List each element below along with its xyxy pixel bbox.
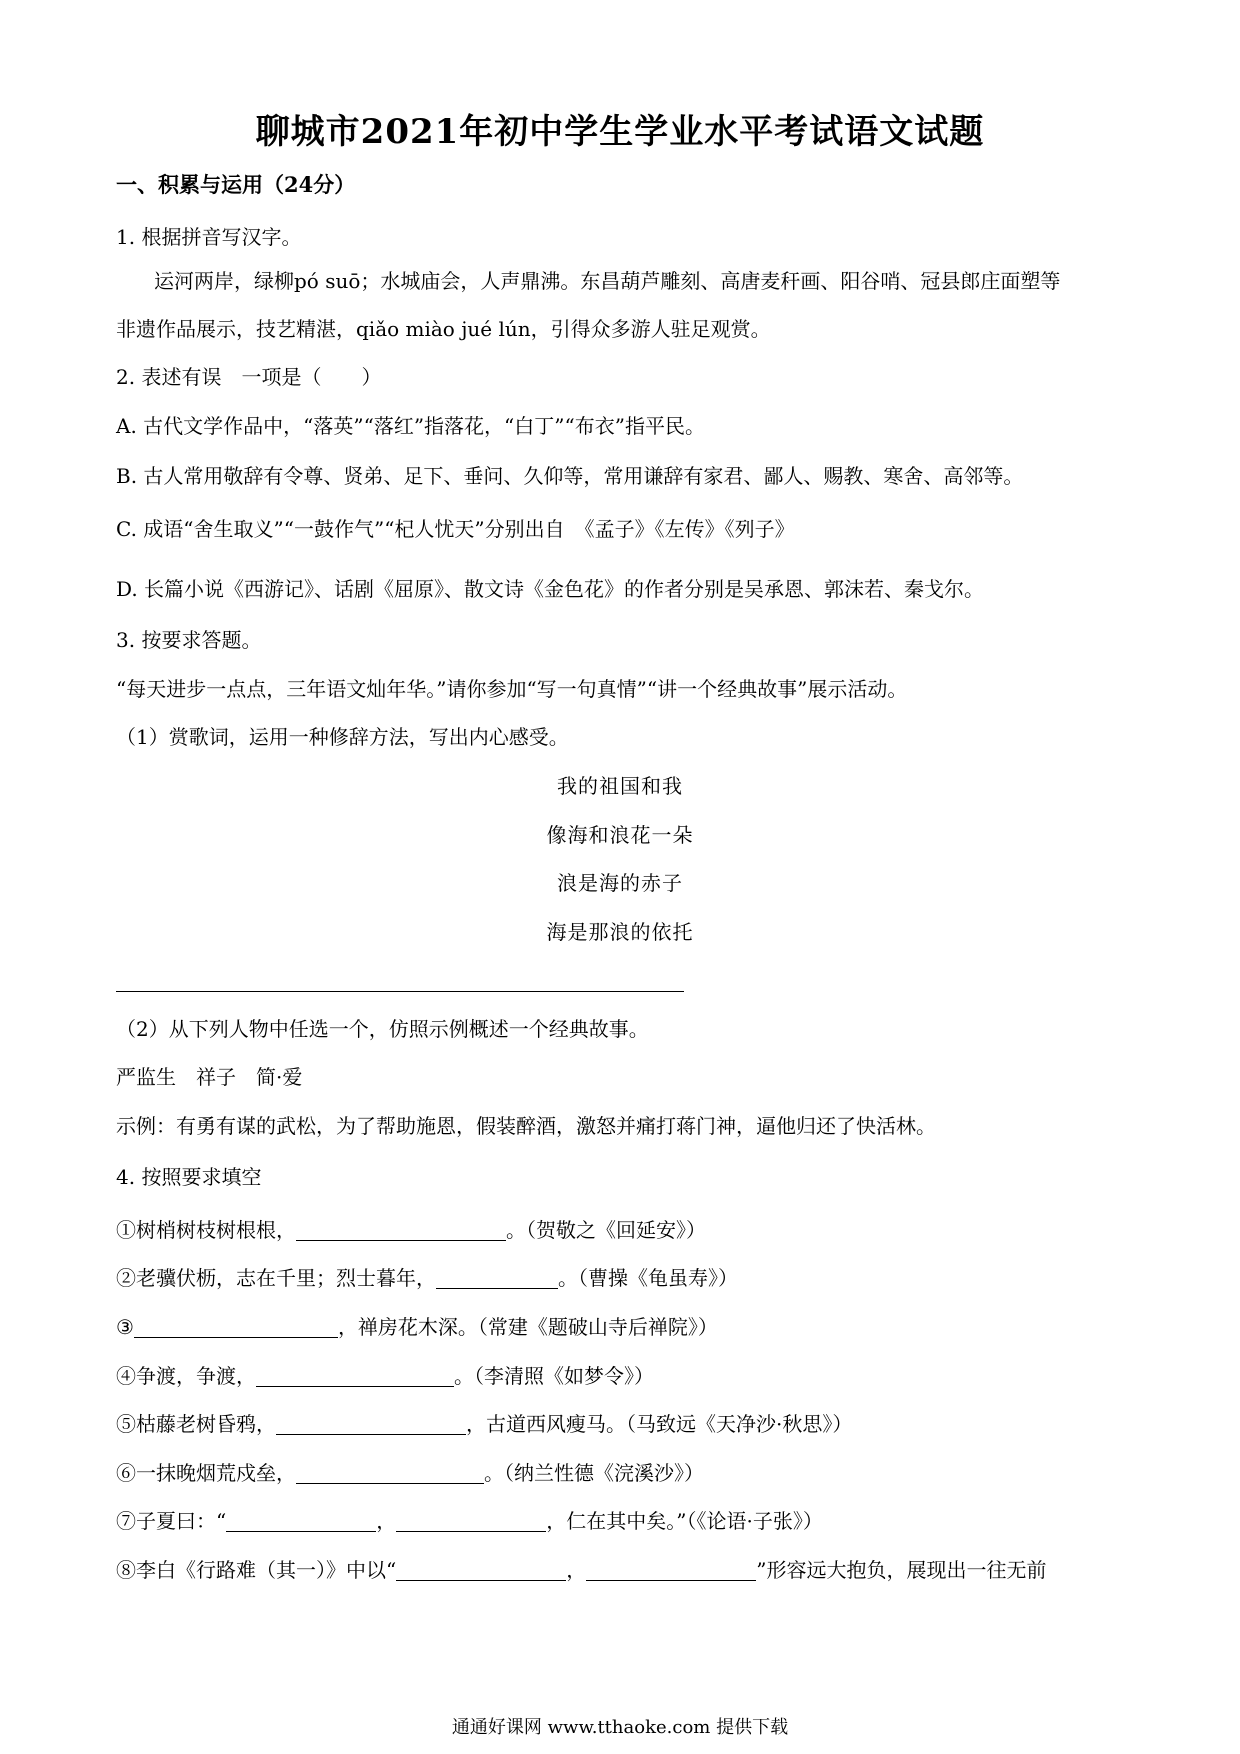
question-3-intro: “每天进步一点点，三年语文灿年华。”请你参加“写一句真情”“讲一个经典故事”展示活动。 xyxy=(116,677,908,701)
option-b: B. 古人常用敬辞有令尊、贤弟、足下、垂问、久仰等，常用谦辞有家君、鄙人、赐教、寒舍、高邻等。 xyxy=(116,464,1024,488)
fill-item-3: ③ ，禅房花木深。（常建《题破山寺后禅院》） xyxy=(116,1315,718,1339)
answer-line[interactable] xyxy=(116,991,684,992)
poem-line-1: 我的祖国和我 xyxy=(557,774,683,798)
character-list: 严监生 祥子 简·爱 xyxy=(116,1065,303,1089)
question-3-stem: 3. 按要求答题。 xyxy=(116,628,262,652)
blank-7a[interactable] xyxy=(226,1511,376,1532)
fill-item-5: ⑤枯藤老树昏鸦， ，古道西风瘦马。（马致远《天净沙·秋思》） xyxy=(116,1412,853,1436)
question-3-part-1: （1）赏歌词，运用一种修辞方法，写出内心感受。 xyxy=(116,725,569,749)
blank-8a[interactable] xyxy=(396,1560,566,1581)
question-1-line-1: 运河两岸，绿柳pó suō；水城庙会，人声鼎沸。东昌葫芦雕刻、高唐麦秆画、阳谷哨、冠县郎庄面塑等 xyxy=(154,269,1061,293)
question-1-stem: 1. 根据拼音写汉字。 xyxy=(116,225,302,249)
example-text: 示例：有勇有谋的武松，为了帮助施恩，假装醉酒，激怒并痛打蒋门神，逼他归还了快活林。 xyxy=(116,1114,936,1138)
blank-4[interactable] xyxy=(256,1366,454,1387)
poem-line-2: 像海和浪花一朵 xyxy=(546,823,694,847)
blank-3[interactable] xyxy=(134,1317,338,1338)
fill-item-1: ①树梢树枝树根根， 。（贺敬之《回延安》） xyxy=(116,1218,706,1242)
question-4-stem: 4. 按照要求填空 xyxy=(116,1165,262,1189)
blank-5[interactable] xyxy=(276,1414,466,1435)
question-2-stem: 2. 表述有误 一项是（ ） xyxy=(116,365,382,389)
fill-item-2: ②老骥伏枥，志在千里；烈士暮年， 。（曹操《龟虽寿》） xyxy=(116,1266,738,1290)
blank-6[interactable] xyxy=(296,1463,484,1484)
poem-line-4: 海是那浪的依托 xyxy=(546,920,694,944)
question-3-part-2: （2）从下列人物中任选一个，仿照示例概述一个经典故事。 xyxy=(116,1017,649,1041)
page-footer: 通通好课网 www.tthaoke.com 提供下载 xyxy=(451,1717,789,1738)
fill-item-4: ④争渡，争渡， 。（李清照《如梦令》） xyxy=(116,1364,654,1388)
option-d: D. 长篇小说《西游记》、话剧《屈原》、散文诗《金色花》的作者分别是吴承恩、郭沫若、秦戈尔。 xyxy=(116,577,985,601)
section-heading: 一、积累与运用（24分） xyxy=(116,172,356,197)
page-title: 聊城市2021年初中学生学业水平考试语文试题 xyxy=(255,112,985,152)
question-1-line-2: 非遗作品展示，技艺精湛，qiǎo miào jué lún，引得众多游人驻足观赏。 xyxy=(116,317,771,341)
fill-item-8: ⑧李白《行路难（其一）》中以“ ， ”形容远大抱负，展现出一往无前 xyxy=(116,1558,1047,1582)
fill-item-6: ⑥一抹晚烟荒戍垒， 。（纳兰性德《浣溪沙》） xyxy=(116,1461,704,1485)
blank-8b[interactable] xyxy=(586,1560,756,1581)
poem-line-3: 浪是海的赤子 xyxy=(557,871,683,895)
option-a: A. 古代文学作品中，“落英”“落红”指落花，“白丁”“布衣”指平民。 xyxy=(116,414,705,438)
option-c: C. 成语“舍生取义”“一鼓作气”“杞人忧天”分别出自 《孟子》《左传》《列子》 xyxy=(116,517,795,541)
blank-2[interactable] xyxy=(436,1268,558,1289)
blank-7b[interactable] xyxy=(396,1511,546,1532)
fill-item-7: ⑦子夏曰：“ ， ，仁在其中矣。”（《论语·子张》） xyxy=(116,1509,823,1533)
blank-1[interactable] xyxy=(296,1220,506,1241)
